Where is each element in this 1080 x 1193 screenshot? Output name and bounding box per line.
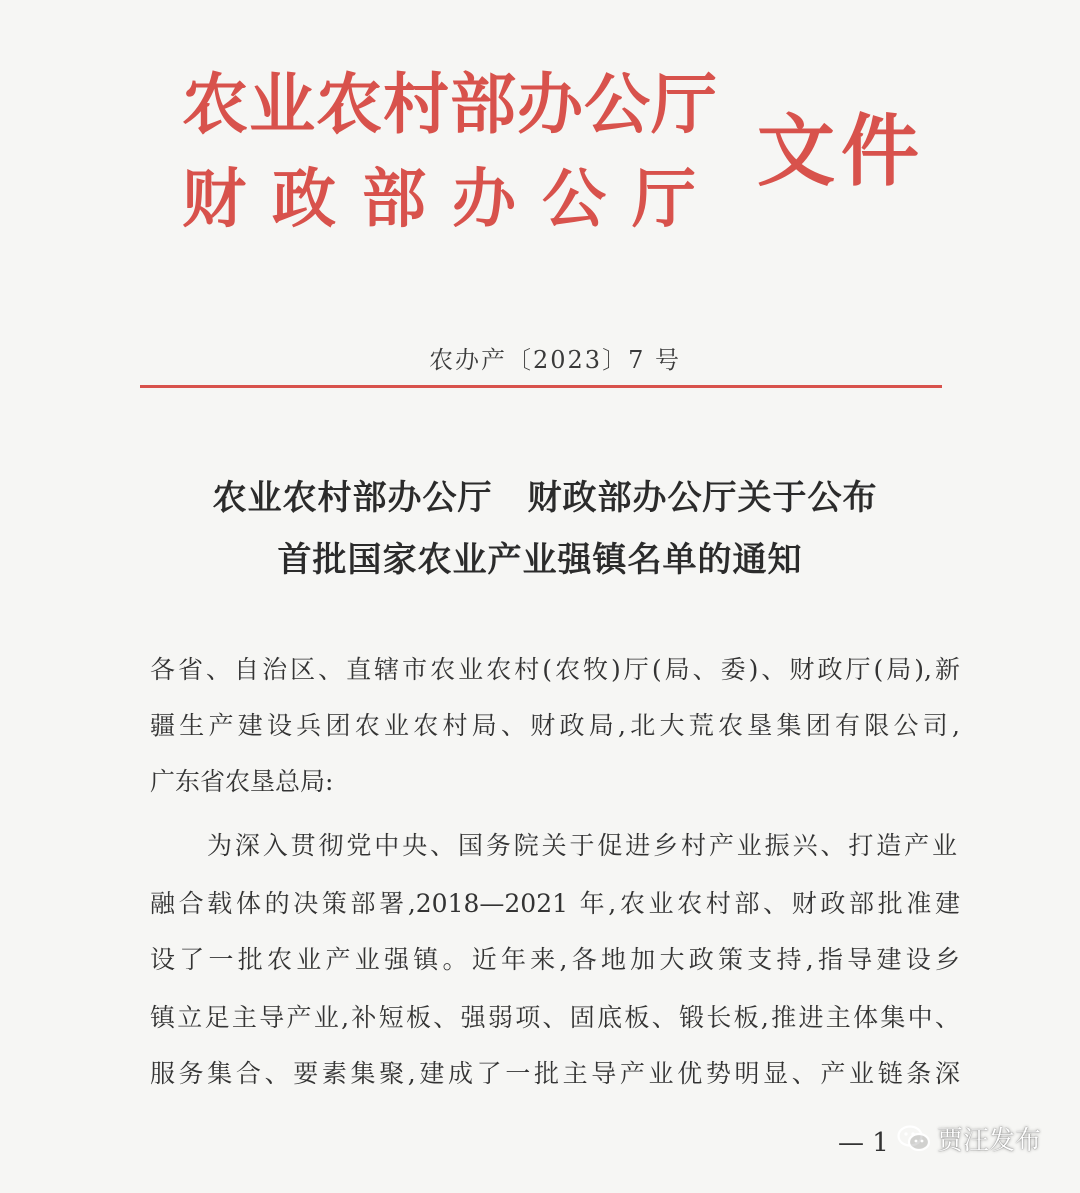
notice-title-line-1: 农业农村部办公厅 财政部办公厅关于公布 — [212, 478, 878, 518]
addressee-line: 广东省农垦总局: — [150, 767, 334, 796]
issuer-line-2: 财政部办公厅 — [182, 162, 722, 237]
red-divider — [140, 385, 942, 388]
document-number: 农办产〔2023〕7 号 — [429, 346, 681, 374]
paragraph-line: 为深入贯彻党中央、国务院关于促进乡村产业振兴、打造产业 — [207, 831, 957, 860]
addressee-line: 疆生产建设兵团农业农村局、财政局,北大荒农垦集团有限公司, — [150, 711, 960, 740]
addressee-line: 各省、自治区、直辖市农业农村(农牧)厅(局、委)、财政厅(局),新 — [150, 655, 960, 684]
paragraph-line: 融合载体的决策部署,2018—2021 年,农业农村部、财政部批准建 — [150, 889, 960, 918]
document-word: 文件 — [757, 106, 926, 197]
issuer-line-1: 农业农村部办公厅 — [182, 65, 718, 143]
paragraph-line: 设了一批农业产业强镇。近年来,各地加大政策支持,指导建设乡 — [150, 945, 960, 974]
notice-title-line-2: 首批国家农业产业强镇名单的通知 — [277, 540, 803, 580]
wechat-icon — [897, 1124, 931, 1154]
paragraph-line: 服务集合、要素集聚,建成了一批主导产业优势明显、产业链条深 — [150, 1059, 960, 1088]
paragraph-line: 镇立足主导产业,补短板、强弱项、固底板、锻长板,推进主体集中、 — [150, 1003, 960, 1032]
page-number: — 1 — [838, 1128, 889, 1158]
watermark-text: 贾汪发布 — [937, 1126, 1042, 1156]
watermark — [897, 1120, 1041, 1157]
